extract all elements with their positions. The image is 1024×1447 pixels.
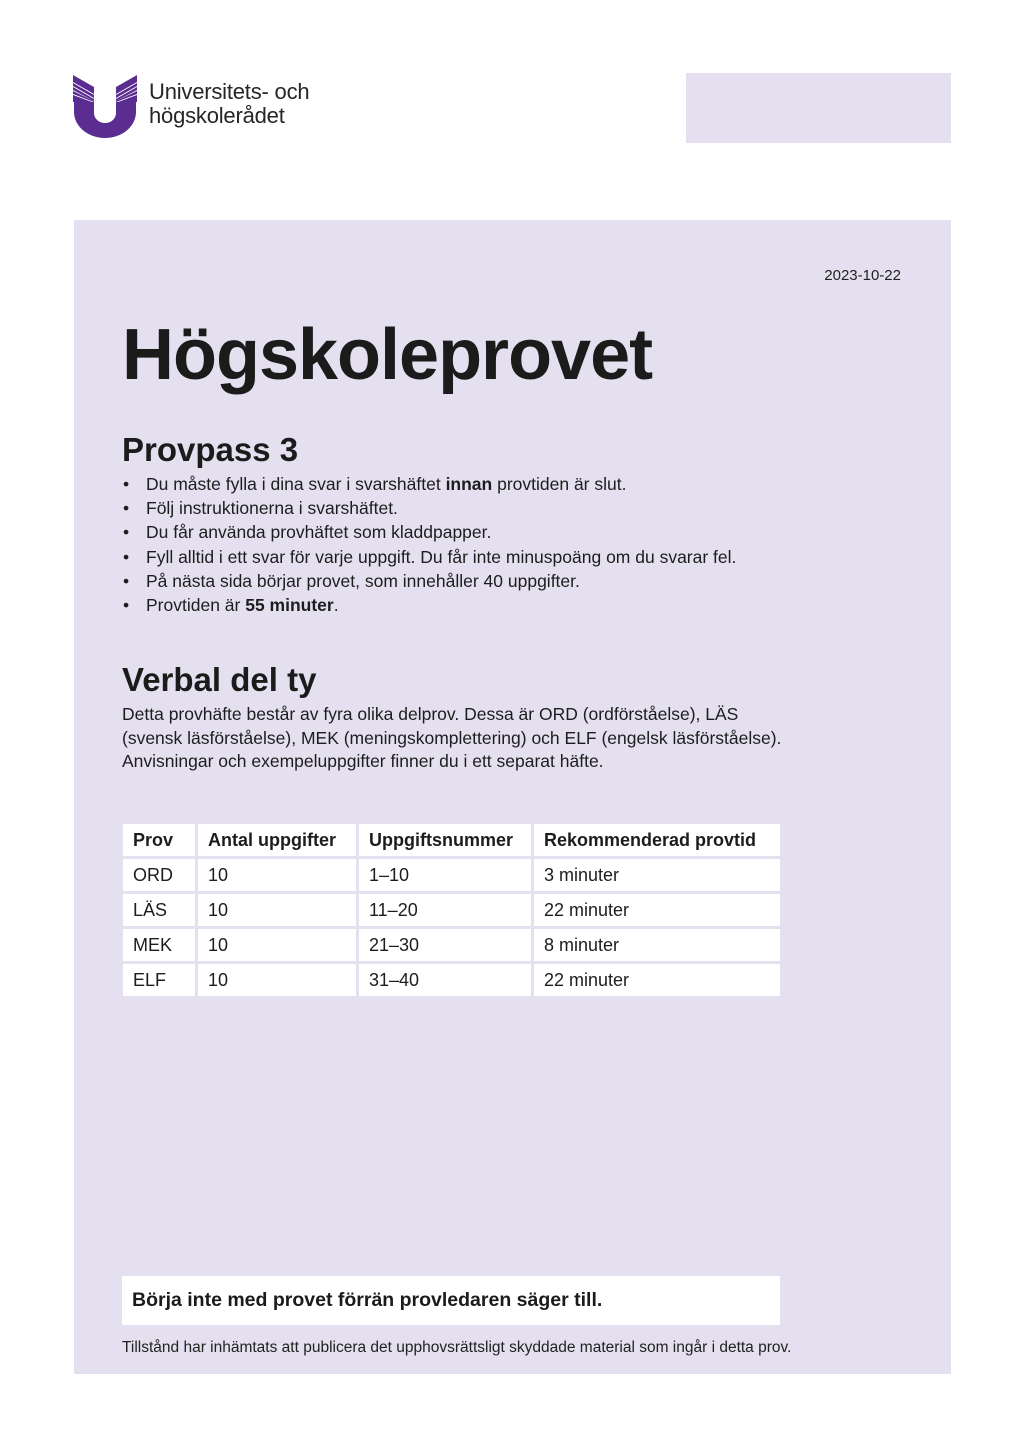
instruction-emphasis: 55 minuter — [245, 595, 334, 616]
table-cell: 10 — [198, 964, 356, 996]
table-row — [123, 929, 780, 961]
table-header-row — [123, 824, 780, 856]
cover-panel — [74, 220, 951, 1374]
table-cell: 8 minuter — [534, 929, 780, 961]
table-cell: 22 minuter — [534, 894, 780, 926]
table-row — [123, 859, 780, 891]
table-cell: 21–30 — [359, 929, 531, 961]
instruction-item — [122, 569, 736, 593]
table-cell: 22 minuter — [534, 964, 780, 996]
copyright-note: Tillstånd har inhämtats att publicera det upphovsrättsligt skyddade material som ingår i detta prov. — [122, 1339, 792, 1356]
instruction-item — [122, 496, 736, 520]
column-header-uppgiftsnummer: Uppgiftsnummer — [359, 824, 531, 856]
table-cell: 10 — [198, 894, 356, 926]
organization-name-line2: högskolerådet — [149, 103, 285, 128]
instruction-item — [122, 472, 736, 496]
verbal-description: Detta provhäfte består av fyra olika delprov. Dessa är ORD (ordförståelse), LÄS (svensk läsförståelse), MEK (meningskomplettering) och ELF (engelsk läsförståelse). Anvisningar och exempeluppgifter finner du i ett separat häfte. — [122, 704, 782, 771]
table-cell: 10 — [198, 929, 356, 961]
uhr-book-u-icon — [72, 72, 138, 138]
organization-name-line1: Universitets- och — [149, 79, 310, 104]
table-cell: MEK — [123, 929, 195, 961]
section-heading-verbal: Verbal del ty — [122, 661, 317, 698]
table-cell: LÄS — [123, 894, 195, 926]
instruction-text: provtiden är slut. — [492, 474, 627, 494]
start-notice-box — [122, 1276, 780, 1325]
instruction-emphasis: innan — [445, 474, 493, 494]
organization-logo — [72, 72, 332, 140]
instruction-text: Du måste fylla i dina svar i svarshäftet — [146, 474, 446, 494]
table-cell: ORD — [123, 859, 195, 891]
exam-date: 2023-10-22 — [824, 267, 901, 284]
instruction-item — [122, 520, 736, 544]
table-cell: ELF — [123, 964, 195, 996]
candidate-id-box — [686, 73, 951, 143]
start-notice-text: Börja inte med provet förrän provledaren säger till. — [132, 1289, 603, 1311]
table-row — [123, 964, 780, 996]
table-cell: 10 — [198, 859, 356, 891]
table-cell: 1–10 — [359, 859, 531, 891]
column-header-antal: Antal uppgifter — [198, 824, 356, 856]
instruction-text: Fyll alltid i ett svar för varje uppgift. Du får inte minuspoäng om du svarar fel. — [146, 546, 737, 567]
instruction-text: Provtiden är — [146, 595, 246, 616]
column-header-provtid: Rekommenderad provtid — [534, 824, 780, 856]
instruction-text: Du får använda provhäftet som kladdpapper. — [146, 522, 492, 543]
instruction-item — [122, 545, 736, 569]
subtests-table — [120, 821, 783, 999]
instruction-item — [122, 593, 736, 617]
organization-name — [149, 80, 309, 128]
table-cell: 31–40 — [359, 964, 531, 996]
instruction-text: Följ instruktionerna i svarshäftet. — [146, 498, 398, 519]
table-cell: 11–20 — [359, 894, 531, 926]
section-heading-provpass: Provpass 3 — [122, 431, 299, 468]
table-row — [123, 894, 780, 926]
column-header-prov: Prov — [123, 824, 195, 856]
table-cell: 3 minuter — [534, 859, 780, 891]
instructions-list — [122, 472, 736, 617]
instruction-text: På nästa sida börjar provet, som innehåller 40 uppgifter. — [146, 570, 580, 591]
page-title: Högskoleprovet — [122, 315, 653, 395]
instruction-text: . — [333, 595, 339, 616]
